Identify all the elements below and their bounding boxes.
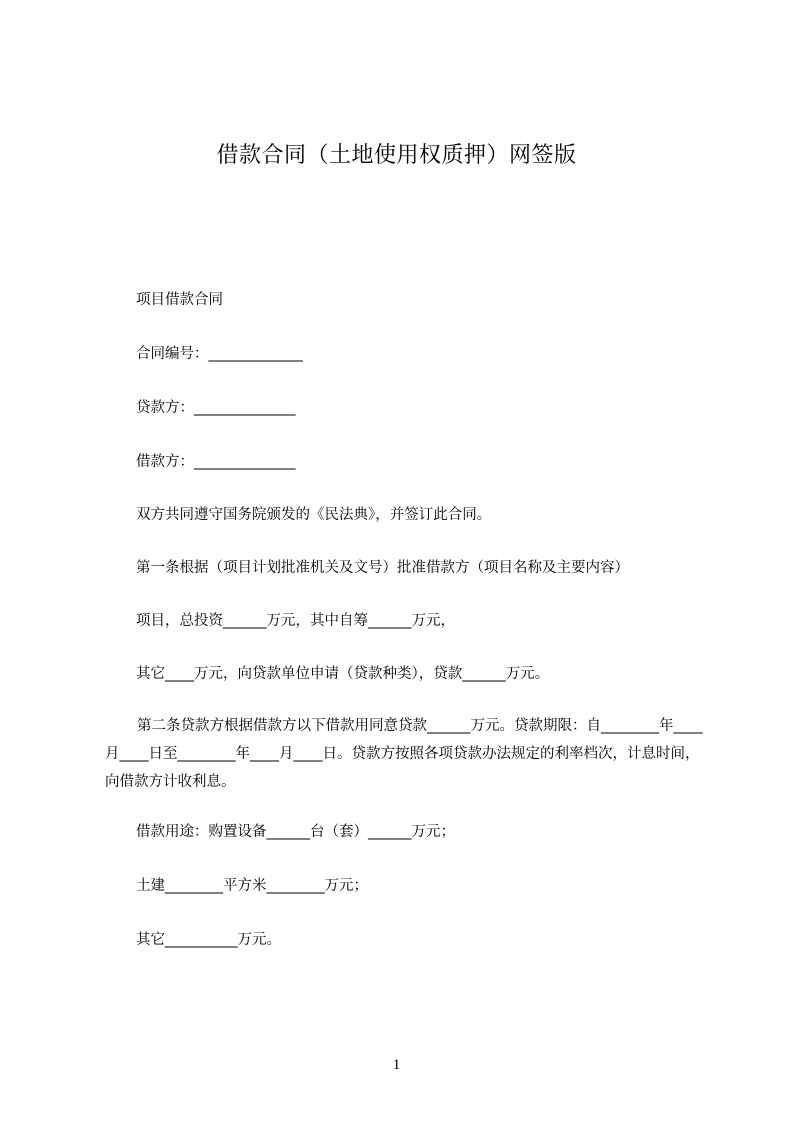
article-2-text: 第二条贷款方根据借款方以下借款用同意贷款______万元。贷款期限：自________年____月____日至________年____月____日。贷款方按照各项贷款办法规定的利率档次，计息时间，向借款方计收利息。 [105,718,703,790]
borrower-line: 借款方：______________ [136,454,296,470]
document-title: 借款合同（土地使用权质押）网签版 [216,143,577,168]
usage-other-line: 其它__________万元。 [136,932,281,948]
preamble-line: 双方共同遵守国务院颁发的《民法典》，并签订此合同。 [136,507,492,523]
article-1-line-3: 其它____万元，向贷款单位申请（贷款种类），贷款______万元。 [136,666,550,682]
usage-construction-line: 土建________平方米________万元； [136,878,368,894]
contract-number-line: 合同编号：_____________ [136,346,303,362]
contract-heading: 项目借款合同 [136,292,223,308]
lender-line: 贷款方：______________ [136,400,296,416]
usage-equipment-line: 借款用途：购置设备______台（套）______万元； [136,824,455,840]
article-1-line-1: 第一条根据（项目计划批准机关及文号）批准借款方（项目名称及主要内容） [136,560,629,576]
article-2-paragraph [105,712,705,796]
article-1-line-2: 项目，总投资______万元，其中自筹______万元， [136,613,455,629]
page-number: 1 [392,1057,401,1073]
